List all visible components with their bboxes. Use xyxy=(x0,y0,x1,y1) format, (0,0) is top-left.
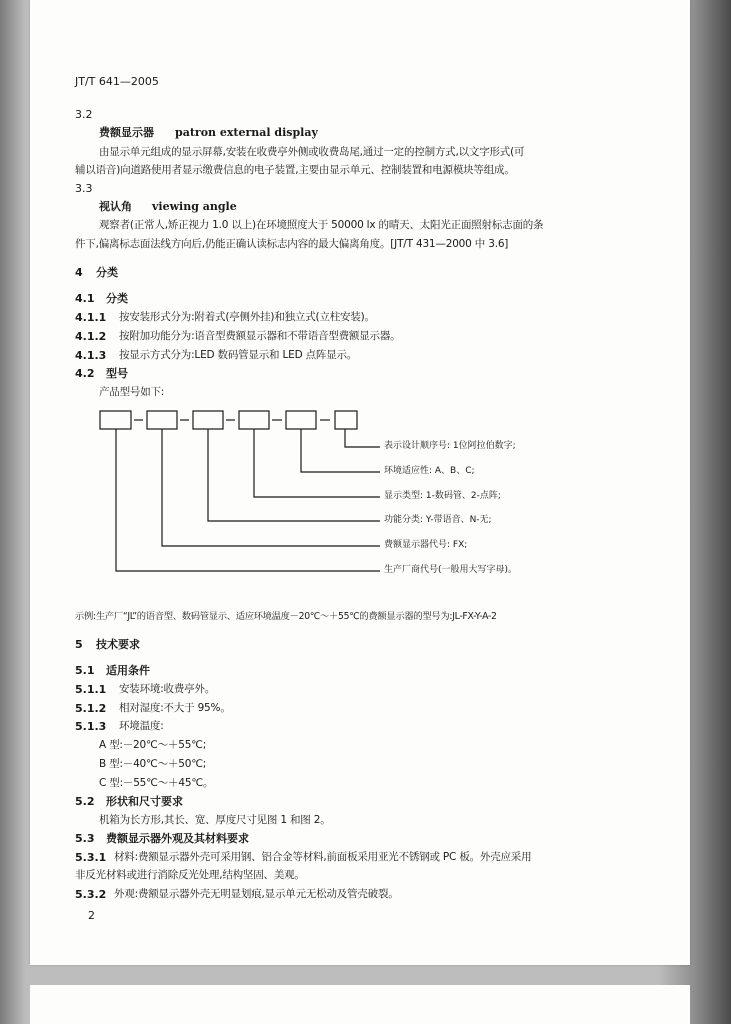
code-box-environment xyxy=(286,411,316,429)
term-cn-3-2: 费额显示器 xyxy=(99,126,154,139)
model-intro: 产品型号如下: xyxy=(99,386,165,398)
clause-number-5-2: 5.2 xyxy=(75,795,95,808)
clause-text-5-1-1: 安装环境:收费亭外。 xyxy=(119,683,216,695)
clause-number-4-1-3: 4.1.3 xyxy=(75,349,107,362)
clause-text-5-2: 机箱为长方形,其长、宽、厚度尺寸见图 1 和图 2。 xyxy=(99,814,331,826)
clause-title-4-2: 型号 xyxy=(106,367,128,380)
page-number: 2 xyxy=(88,909,95,922)
definition-3-3-line2: 件下,偏离标志面法线方向后,仍能正确认读标志内容的最大偏离角度。[JT/T 431—2000 中 3.6] xyxy=(75,238,509,250)
leader-function xyxy=(208,429,380,521)
temperature-type-c: C 型:－55℃～＋45℃。 xyxy=(99,777,214,789)
clause-text-4-1-3: 按显示方式分为:LED 数码管显示和 LED 点阵显示。 xyxy=(119,349,358,361)
clause-number-4-1-1: 4.1.1 xyxy=(75,311,107,324)
standard-header: JT/T 641—2005 xyxy=(75,75,159,88)
code-box-sequence xyxy=(335,411,357,429)
clause-number-5-1-1: 5.1.1 xyxy=(75,683,107,696)
clause-number-4-1: 4.1 xyxy=(75,292,95,305)
leader-environment xyxy=(301,429,380,472)
clause-number-5-1-2: 5.1.2 xyxy=(75,702,107,715)
clause-text-4-1-1: 按安装形式分为:附着式(亭侧外挂)和独立式(立柱安装)。 xyxy=(119,311,375,323)
code-box-product xyxy=(147,411,177,429)
leader-manufacturer xyxy=(116,429,380,571)
term-en-3-2: patron external display xyxy=(175,126,318,139)
code-box-display xyxy=(239,411,269,429)
leader-display xyxy=(254,429,380,497)
section-number-4: 4 xyxy=(75,266,83,279)
section-title-4: 分类 xyxy=(96,266,118,279)
clause-number-3-2: 3.2 xyxy=(75,108,93,121)
model-label-display: 显示类型: 1-数码管、2-点阵; xyxy=(384,491,501,501)
clause-text-5-3-1-line2: 非反光材料或进行消除反光处理,结构坚固、美观。 xyxy=(75,869,305,881)
clause-number-5-3: 5.3 xyxy=(75,832,95,845)
model-label-function: 功能分类: Y-带语音、N-无; xyxy=(384,515,492,525)
definition-3-3-line1: 观察者(正常人,矫正视力 1.0 以上)在环境照度大于 50000 lx 的晴天、太阳光正面照射标志面的条 xyxy=(99,219,544,231)
model-code-diagram xyxy=(30,0,690,600)
clause-title-5-3: 费额显示器外观及其材料要求 xyxy=(106,832,249,845)
clause-text-5-1-2: 相对湿度:不大于 95%。 xyxy=(119,702,231,714)
term-en-3-3: viewing angle xyxy=(152,200,237,213)
temperature-type-a: A 型:－20℃～＋55℃; xyxy=(99,739,207,751)
leader-sequence xyxy=(345,429,380,447)
model-label-sequence: 表示设计顺序号: 1位阿拉伯数字; xyxy=(384,441,516,451)
definition-3-2-line1: 由显示单元组成的显示屏幕,安装在收费亭外侧或收费岛尾,通过一定的控制方式,以文字形式(可 xyxy=(99,146,525,158)
model-example: 示例:生产厂“JL”的语音型、数码管显示、适应环境温度－20℃～＋55℃的费额显示器的型号为:JL-FX-Y-A-2 xyxy=(75,611,497,622)
clause-number-5-1-3: 5.1.3 xyxy=(75,720,107,733)
clause-title-4-1: 分类 xyxy=(106,292,128,305)
clause-text-5-1-3: 环境温度: xyxy=(119,720,164,732)
code-box-function xyxy=(193,411,223,429)
model-label-environment: 环境适应性: A、B、C; xyxy=(384,466,475,476)
clause-number-5-1: 5.1 xyxy=(75,664,95,677)
next-page-edge xyxy=(30,985,690,1024)
clause-number-3-3: 3.3 xyxy=(75,182,93,195)
model-label-manufacturer: 生产厂商代号(一般用大写字母)。 xyxy=(384,565,518,575)
clause-text-4-1-2: 按附加功能分为:语音型费额显示器和不带语音型费额显示器。 xyxy=(119,330,401,342)
temperature-type-b: B 型:－40℃～＋50℃; xyxy=(99,758,207,770)
code-box-manufacturer xyxy=(100,411,131,429)
section-title-5: 技术要求 xyxy=(96,638,140,651)
document-page xyxy=(30,0,690,965)
model-label-product: 费额显示器代号: FX; xyxy=(384,540,468,550)
term-cn-3-3: 视认角 xyxy=(99,200,132,213)
clause-number-5-3-1: 5.3.1 xyxy=(75,851,107,864)
clause-number-5-3-2: 5.3.2 xyxy=(75,888,107,901)
clause-title-5-1: 适用条件 xyxy=(106,664,150,677)
definition-3-2-line2: 辅以语音)向道路使用者显示缴费信息的电子装置,主要由显示单元、控制装置和电源模块等组成。 xyxy=(75,164,515,176)
clause-title-5-2: 形状和尺寸要求 xyxy=(106,795,183,808)
clause-text-5-3-2: 外观:费额显示器外壳无明显划痕,显示单元无松动及管壳破裂。 xyxy=(114,888,399,900)
clause-text-5-3-1-line1: 材料:费额显示器外壳可采用钢、铝合金等材料,前面板采用亚光不锈钢或 PC 板。外壳应采用 xyxy=(114,851,532,863)
clause-number-4-1-2: 4.1.2 xyxy=(75,330,107,343)
section-number-5: 5 xyxy=(75,638,83,651)
clause-number-4-2: 4.2 xyxy=(75,367,95,380)
